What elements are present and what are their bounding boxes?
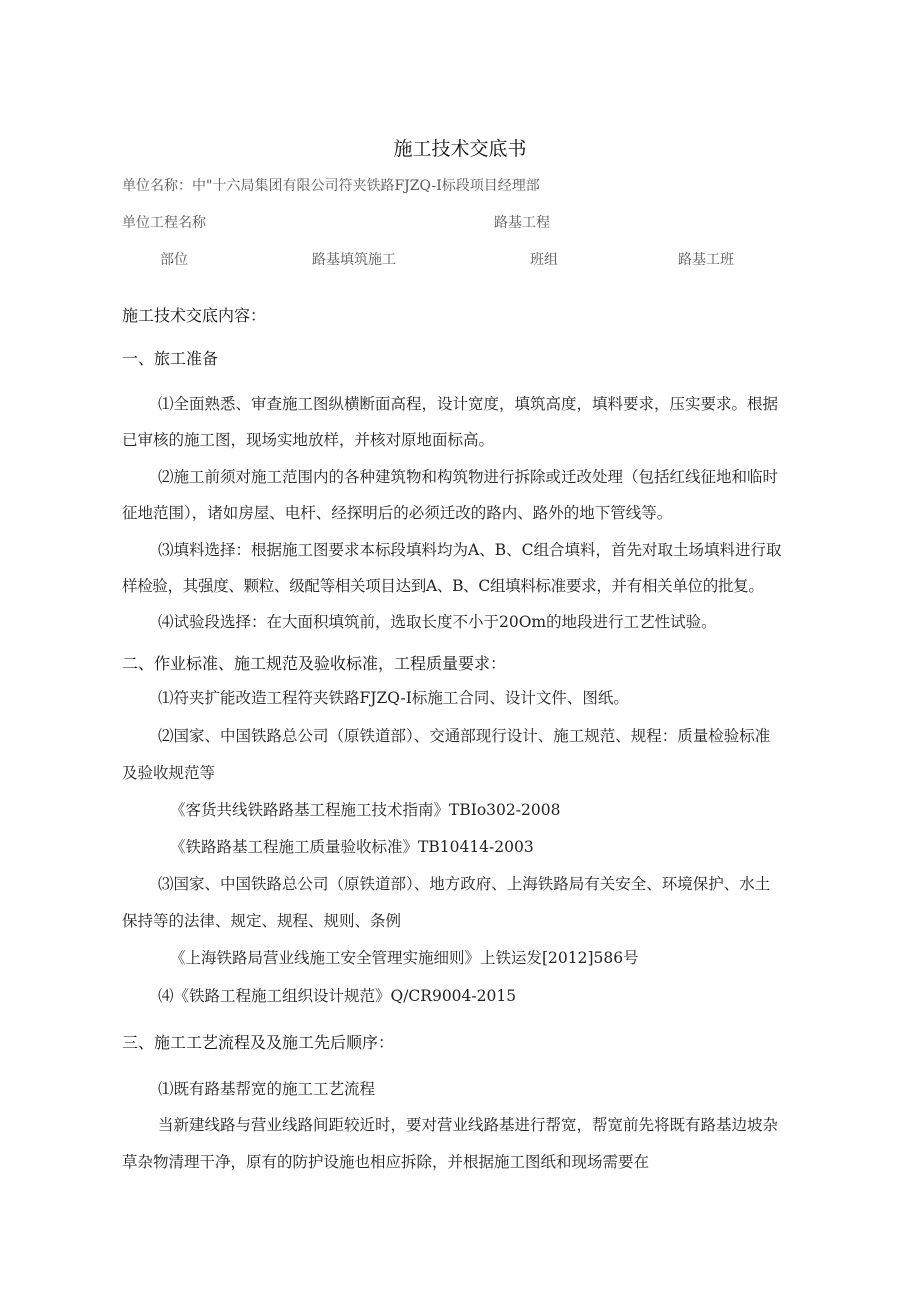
part-value: 路基填筑施工 <box>312 252 396 268</box>
s2-paragraph-3-line-1: ⑶国家、中国铁路总公司（原铁道部）、地方政府、上海铁路局有关安全、环境保护、水土 <box>158 875 771 893</box>
s1-paragraph-3-line-1: ⑶填料选择：根据施工图要求本标段填料均为A、B、C组合填料，首先对取土场填料进行取 <box>158 541 782 559</box>
s2-reference-1: 《客货共线铁路路基工程施工技术指南》TBIo302-2008 <box>170 801 561 819</box>
s2-paragraph-2-line-1: ⑵国家、中国铁路总公司（原铁道部）、交通部现行设计、施工规范、规程：质量检验标准 <box>158 727 771 745</box>
content-heading: 施工技术交底内容： <box>122 306 267 325</box>
project-label: 单位工程名称 <box>122 215 206 231</box>
s1-paragraph-2-line-1: ⑵施工前须对施工范围内的各种建筑物和构筑物进行拆除或迁改处理（包括红线征地和临时 <box>158 468 779 486</box>
s2-paragraph-1: ⑴符夹扩能改造工程符夹铁路FJZQ-I标施工合同、设计文件、图纸。 <box>158 689 629 707</box>
s3-paragraph-2-line-1: 当新建线路与营业线路间距较近时，要对营业线路基进行帮宽，帮宽前先将既有路基边坡杂 <box>158 1116 779 1134</box>
s2-reference-2: 《铁路路基工程施工质量验收标准》TB10414-2003 <box>170 838 534 856</box>
s1-paragraph-4: ⑷试验段选择：在大面积填筑前，选取长度不小于20Om的地段进行工艺性试验。 <box>158 613 717 631</box>
s1-paragraph-1-line-1: ⑴全面熟悉、审查施工图纵横断面高程，设计宽度，填筑高度，填料要求，压实要求。根据 <box>158 395 779 413</box>
section-3-heading: 三、施工工艺流程及及施工先后顺序： <box>122 1033 395 1052</box>
unit-name: 单位名称：中"十六局集团有限公司符夹铁路FJZQ-I标段项目经理部 <box>122 178 540 194</box>
s1-paragraph-3-line-2: 样检验，其强度、颗粒、级配等相关项目达到A、B、C组填料标准要求，并有相关单位的批复。 <box>122 577 764 595</box>
s3-paragraph-1: ⑴既有路基帮宽的施工工艺流程 <box>158 1080 376 1098</box>
section-2-heading: 二、作业标准、施工规范及验收标准，工程质量要求： <box>122 654 507 673</box>
s3-paragraph-2-line-2: 草杂物清理干净，原有的防护设施也相应拆除，并根据施工图纸和现场需要在 <box>122 1153 650 1171</box>
s2-paragraph-4: ⑷《铁路工程施工组织设计规范》Q/CR9004-2015 <box>158 987 517 1005</box>
team-label: 班组 <box>530 252 558 268</box>
s1-paragraph-2-line-2: 征地范围），诸如房屋、电杆、经探明后的必须迁改的路内、路外的地下管线等。 <box>122 504 673 522</box>
team-value: 路基工班 <box>678 252 734 268</box>
document-title: 施工技术交底书 <box>393 138 527 160</box>
section-1-heading: 一、旅工准备 <box>122 349 219 368</box>
s2-paragraph-2-line-2: 及验收规范等 <box>122 764 216 782</box>
s1-paragraph-1-line-2: 已审核的施工图，现场实地放样，并核对原地面标高。 <box>122 431 495 449</box>
project-value: 路基工程 <box>494 215 550 231</box>
s2-reference-3: 《上海铁路局营业线施工安全管理实施细则》上铁运发[2012]586号 <box>170 949 639 967</box>
part-label: 部位 <box>160 252 188 268</box>
s2-paragraph-3-line-2: 保持等的法律、规定、规程、规则、条例 <box>122 912 402 930</box>
